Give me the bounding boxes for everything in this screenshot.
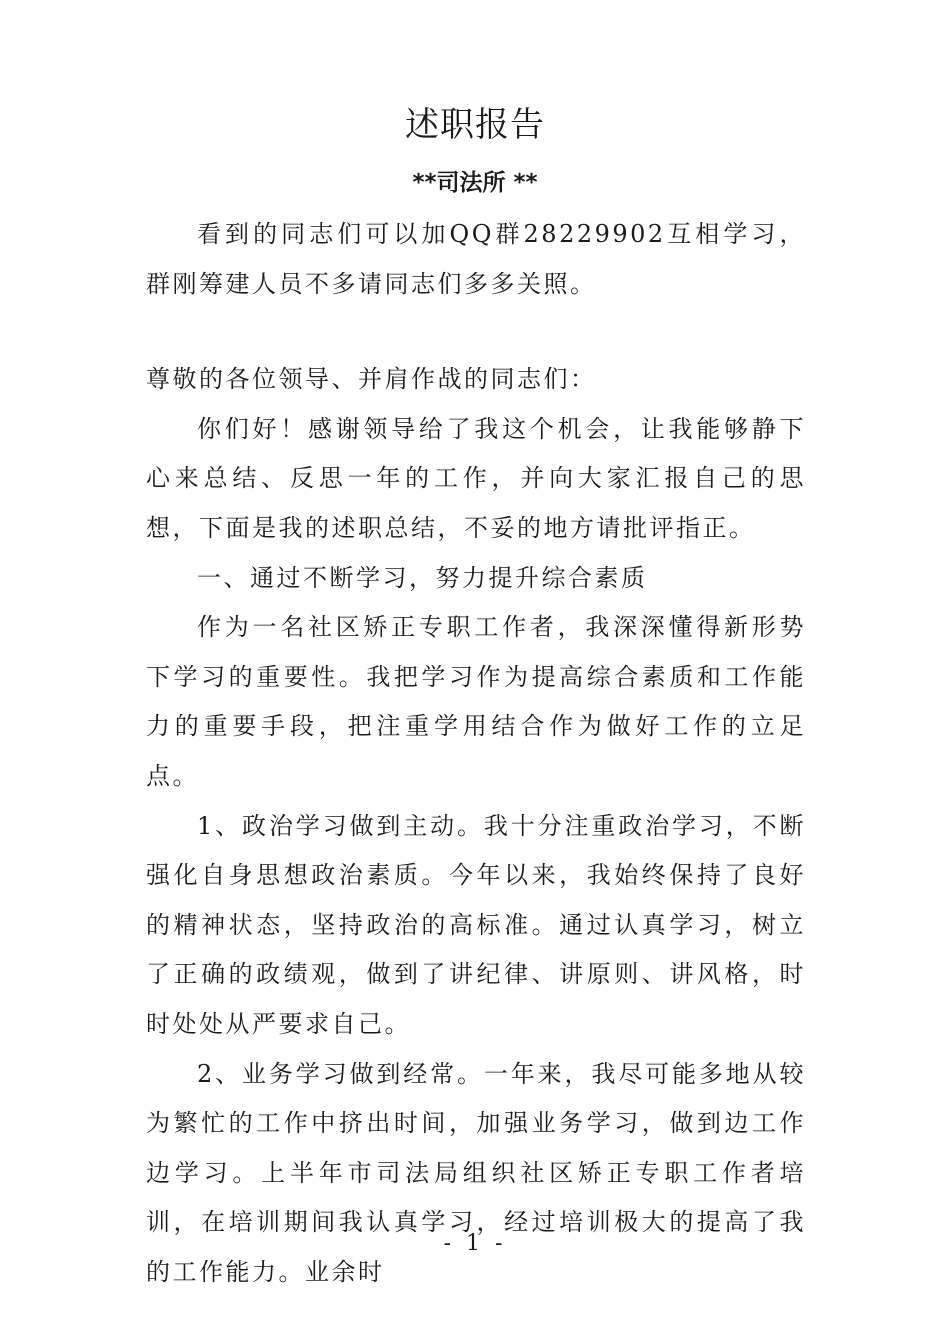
body-paragraph-intro: 作为一名社区矫正专职工作者，我深深懂得新形势下学习的重要性。我把学习作为提高综合素质和工作能力的重要手段，把注重学用结合作为做好工作的立足点。 — [146, 613, 806, 790]
document-subtitle: **司法所 ** — [412, 170, 538, 196]
notice-paragraph: 看到的同志们可以加QQ群28229902互相学习，群刚筹建人员不多请同志们多多关照。 — [146, 220, 806, 298]
section-heading-1: 一、通过不断学习，努力提升综合素质 — [197, 563, 648, 592]
document-title: 述职报告 — [405, 105, 545, 145]
body-paragraph-political-study: 1、政治学习做到主动。我十分注重政治学习，不断强化自身思想政治素质。今年以来，我始终保持了良好的精神状态，坚持政治的高标准。通过认真学习，树立了正确的政绩观，做到了讲纪律、讲原则、讲风格，时时处处从严要求自己。 — [146, 811, 806, 1038]
salutation: 尊敬的各位领导、并肩作战的同志们： — [146, 365, 597, 394]
page-number: - 1 - — [443, 1231, 507, 1256]
document-body — [146, 210, 806, 1297]
paragraph-gap — [146, 309, 806, 355]
body-paragraph-business-study: 2、业务学习做到经常。一年来，我尽可能多地从较为繁忙的工作中挤出时间，加强业务学习，做到边工作边学习。上半年市司法局组织社区矫正专职工作者培训，在培训期间我认真学习，经过培训极大的提高了我的工作能力。业余时 — [146, 1059, 806, 1286]
body-paragraph-greeting: 你们好！感谢领导给了我这个机会，让我能够静下心来总结、反思一年的工作，并向大家汇报自己的思想，下面是我的述职总结，不妥的地方请批评指正。 — [146, 414, 806, 542]
